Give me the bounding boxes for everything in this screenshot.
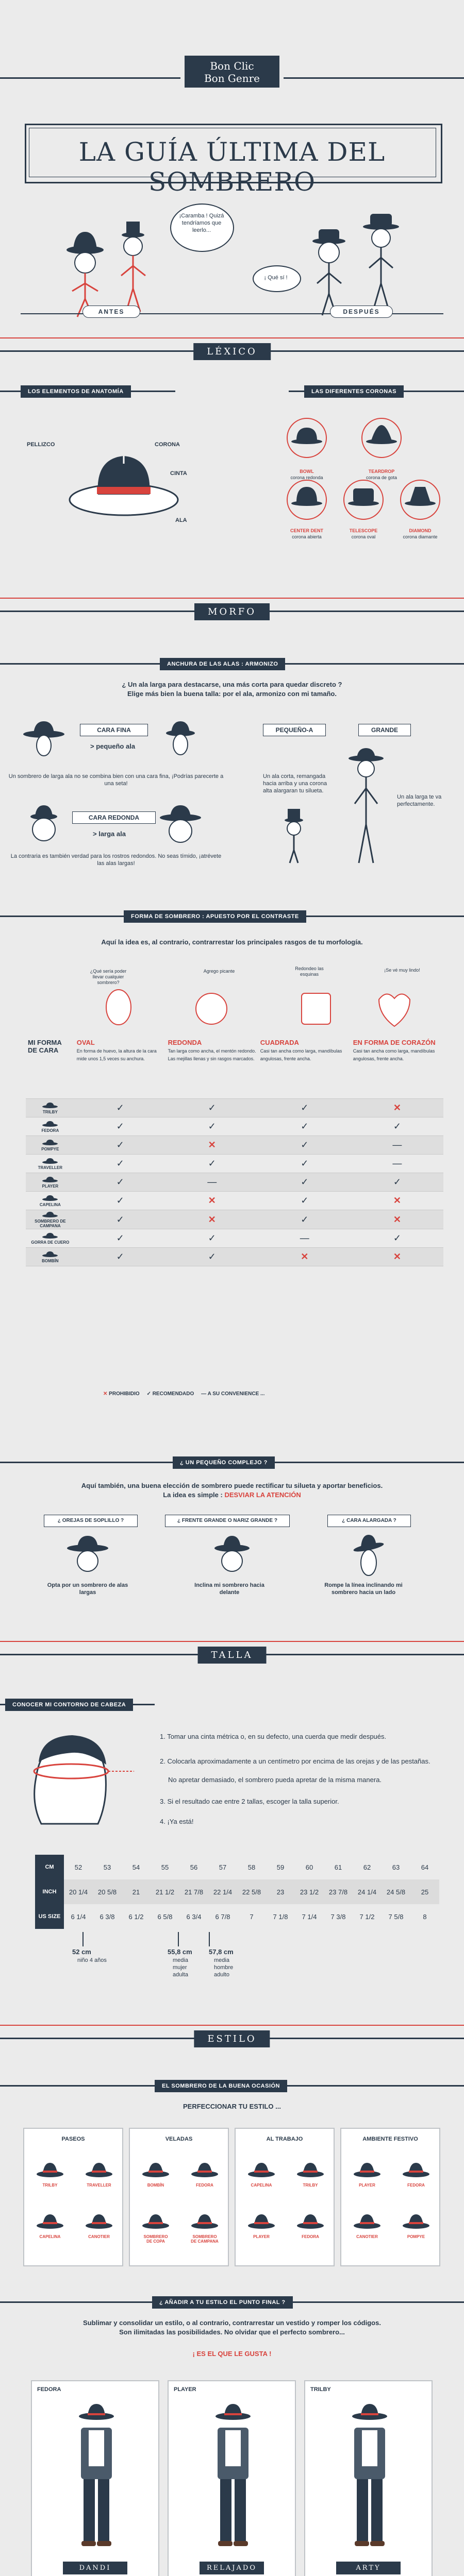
occasion-title: AMBIENTE FESTIVO — [362, 2136, 418, 2142]
occasion-card — [129, 2128, 229, 2266]
look-style-label: ARTY — [336, 2562, 401, 2574]
look-style-label: RELAJADO — [200, 2562, 264, 2574]
part-pellizco: PELLIZCO — [27, 442, 55, 448]
mark-ok: ✓ — [208, 1233, 216, 1243]
mark-mid: — — [392, 1140, 402, 1150]
crown-centerdent-name: CENTER DENT — [290, 528, 323, 533]
complejo-q-orejas: ¿ OREJAS DE SOPLILLO ? — [44, 1515, 138, 1527]
size-cell: 61 — [334, 1863, 342, 1871]
forma-intro: Aquí la idea es, al contrario, contrarrestar los principales rasgos de tu morfología. — [101, 938, 363, 946]
face-speech-oval: ¿Qué sería poder llevar cualquier sombrero? — [90, 969, 127, 985]
occasion-hat — [246, 2160, 277, 2188]
size-table — [35, 1855, 439, 1929]
banner-lexico-title: LÉXICO — [193, 343, 271, 360]
look-style-label: DANDI — [63, 2562, 127, 2574]
punto-text-1: Sublimar y consolidar un estilo, o al contrario, contrarrestar un vestido y romper los códigos. — [83, 2319, 381, 2327]
banner-morfo-title: MORFO — [194, 603, 270, 620]
head-measure-illustration — [10, 1726, 134, 1829]
occasion-card — [23, 2128, 123, 2266]
table-row — [26, 1192, 443, 1210]
table-row — [26, 1248, 443, 1266]
size-note-child: 52 cm — [72, 1948, 91, 1956]
after-characters — [299, 201, 418, 319]
size-cell: 22 5/8 — [237, 1879, 266, 1904]
grande-text: Un ala larga te va perfectamente. — [397, 794, 442, 807]
complejo-a-frente: Inclina mi sombrero hacia delante — [194, 1582, 264, 1596]
size-row — [35, 1855, 439, 1879]
banner-estilo-title: ESTILO — [194, 2030, 270, 2047]
size-note-man-desc: media hombre adulto — [214, 1957, 234, 1978]
occasion-hat-label: CANOTIER — [356, 2234, 378, 2239]
row-hat-name: PLAYER — [42, 1184, 59, 1189]
mark-ok: ✓ — [116, 1158, 124, 1168]
crown-centerdent-desc: corona abierta — [292, 534, 322, 539]
col-corazon-name: EN FORMA DE CORAZÓN — [353, 1039, 436, 1046]
row-hat-name: GORRA DE CUERO — [31, 1240, 70, 1245]
col-oval-name: OVAL — [76, 1039, 95, 1046]
row-hat-name: BOMBÍN — [42, 1259, 59, 1263]
mark-ok: ✓ — [393, 1121, 401, 1131]
crown-bowl-desc: corona redonda — [290, 475, 323, 480]
banner-morfo — [0, 600, 464, 623]
size-cell: 60 — [305, 1863, 313, 1871]
mark-mid: — — [392, 1158, 402, 1168]
col-redonda-desc: Tan larga como ancha, el mentón redondo. Las mejillas llenas y sin rasgos marcados. — [168, 1048, 256, 1061]
occasion-hat-label: SOMBRERO DE CAMPANA — [191, 2234, 219, 2244]
row-hat-name: POMPYE — [41, 1147, 59, 1151]
size-row-label: US SIZE — [35, 1904, 64, 1929]
table-row — [26, 1210, 443, 1229]
complejo-q-frente: ¿ FRENTE GRANDE O NARIZ GRANDE ? — [165, 1515, 290, 1527]
mark-ok: ✓ — [116, 1251, 124, 1262]
pequeno-text: Un ala corta, remangada hacia arriba y una corona alta alargaran tu silueta. — [263, 773, 327, 794]
tab-coronas: LAS DIFERENTES CORONAS — [304, 385, 404, 398]
tab-forma: FORMA DE SOMBRERO : APUESTO POR EL CONTRASTE — [124, 910, 306, 923]
tab-anatomia: LOS ELEMENTOS DE ANATOMÍA — [21, 385, 131, 398]
crown-teardrop-desc: corona de gota — [366, 475, 397, 480]
occasion-hat — [246, 2211, 277, 2239]
size-note-woman: 55,8 cm — [168, 1948, 192, 1956]
size-cell: 6 5/8 — [157, 1912, 173, 1921]
legend-prohibido: PROHIBIDIO — [109, 1391, 140, 1397]
mark-ok: ✓ — [301, 1103, 309, 1113]
occasion-hat — [140, 2211, 171, 2244]
logo — [185, 56, 279, 88]
row-hat-name: SOMBRERO DE CAMPANA — [35, 1219, 66, 1228]
mark-ok: ✓ — [301, 1158, 309, 1168]
part-cinta: CINTA — [170, 470, 187, 477]
mark-no: ✕ — [208, 1195, 216, 1206]
size-cell: 24 1/4 — [353, 1879, 382, 1904]
banner-talla-title: TALLA — [198, 1647, 267, 1664]
occasion-card — [340, 2128, 440, 2266]
mark-ok: ✓ — [301, 1121, 309, 1131]
size-cell: 6 1/4 — [71, 1912, 86, 1921]
size-cell: 21 1/2 — [151, 1879, 179, 1904]
mark-no: ✕ — [393, 1103, 401, 1113]
size-cell: 23 1/2 — [295, 1879, 324, 1904]
occasion-hat — [352, 2160, 383, 2188]
crown-telescope-name: TELESCOPE — [349, 528, 378, 533]
col-redonda-name: REDONDA — [168, 1039, 202, 1046]
size-cell: 7 1/2 — [359, 1912, 375, 1921]
tab-complejo: ¿ UN PEQUEÑO COMPLEJO ? — [173, 1456, 275, 1469]
mark-no: ✕ — [208, 1214, 216, 1225]
occasion-hat — [84, 2211, 114, 2239]
look-outfit-illustration — [68, 2402, 125, 2554]
size-cell: 62 — [363, 1863, 371, 1871]
legend: ✕ PROHIBIDIO ✓ RECOMENDADO — A SU CONVENIENCE ... — [103, 1391, 265, 1397]
occasion-hat-label: TRILBY — [42, 2183, 58, 2188]
occasion-hat-label: CAPELINA — [251, 2183, 272, 2188]
pequeno-label: PEQUEÑO-A — [263, 724, 326, 736]
size-cell: 7 — [250, 1912, 254, 1921]
row-hat-name: FEDORA — [41, 1128, 59, 1133]
occasion-hat-label: TRILBY — [303, 2183, 318, 2188]
size-cell: 6 7/8 — [215, 1912, 230, 1921]
col-corazon-desc: Casi tan ancha como larga, mandíbulas angulosas, frente ancha. — [353, 1048, 435, 1061]
cara-fina-text: Un sombrero de larga ala no se combina bien con una cara fina, ¡Podrías parecerte a una seta! — [8, 773, 224, 787]
size-cell: 58 — [247, 1863, 256, 1871]
mark-ok: ✓ — [208, 1251, 216, 1262]
talla-step-2b: No apretar demasiado, el sombrero pueda apretar de la misma manera. — [168, 1776, 382, 1784]
complejo-intro: Aquí también, una buena elección de sombrero puede rectificar tu silueta y aportar beneficios. — [81, 1482, 383, 1489]
occasion-title: PASEOS — [61, 2136, 85, 2142]
occasion-hat — [84, 2160, 114, 2188]
label-after: DESPUÉS — [330, 306, 393, 318]
complejo-a-orejas: Opta por un sombrero de alas largas — [47, 1582, 128, 1596]
size-cell: 20 1/4 — [64, 1879, 93, 1904]
cara-redonda-label: CARA REDONDA — [72, 811, 156, 824]
row-hat-name: CAPELINA — [39, 1202, 61, 1207]
occasion-hat-label: POMPYE — [407, 2234, 425, 2239]
cara-redonda-rule: > larga ala — [93, 830, 126, 838]
size-cell: 64 — [421, 1863, 429, 1871]
legend-recomendado: RECOMENDADO — [152, 1391, 194, 1397]
mark-ok: ✓ — [116, 1214, 124, 1225]
size-cell: 20 5/8 — [93, 1879, 122, 1904]
crown-diamond-name: DIAMOND — [409, 528, 432, 533]
size-cell: 57 — [219, 1863, 227, 1871]
size-cell: 6 3/8 — [100, 1912, 115, 1921]
occasion-hat — [140, 2160, 171, 2188]
look-outfit-illustration — [205, 2402, 261, 2554]
occasion-hat — [352, 2211, 383, 2239]
mark-ok: ✓ — [116, 1121, 124, 1131]
occasion-hat — [401, 2211, 432, 2239]
mark-mid: — — [207, 1177, 217, 1187]
size-cell: 59 — [276, 1863, 285, 1871]
mark-ok: ✓ — [116, 1103, 124, 1113]
mark-no: ✕ — [393, 1195, 401, 1206]
label-before: ANTES — [82, 306, 140, 318]
logo-line1: Bon Clic — [210, 60, 254, 72]
talla-step-1: 1. Tomar una cinta métrica o, en su defecto, una cuerda que medir después. — [160, 1733, 387, 1740]
grande-label: GRANDE — [358, 724, 411, 736]
mark-no: ✕ — [208, 1140, 216, 1150]
look-card — [168, 2380, 296, 2576]
crown-diamond-desc: corona diamante — [403, 534, 438, 539]
speech-before: ¡Caramba ! Quizá tendríamos que leerlo... — [179, 213, 224, 233]
occasion-hat — [295, 2211, 326, 2239]
size-markers — [82, 1932, 392, 1953]
mark-ok: ✓ — [301, 1195, 309, 1206]
complejo-faces — [52, 1533, 412, 1579]
tab-punto-final: ¿ AÑADIR A TU ESTILO EL PUNTO FINAL ? — [152, 2296, 293, 2309]
size-cell: 21 7/8 — [179, 1879, 208, 1904]
cara-fina-label: CARA FINA — [80, 724, 148, 736]
legend-conveniencia: A SU CONVENIENCE ... — [207, 1391, 265, 1397]
size-cell: 7 1/8 — [273, 1912, 288, 1921]
occasion-hat — [35, 2160, 65, 2188]
look-outfit-illustration — [341, 2402, 398, 2554]
banner-estilo — [0, 2027, 464, 2050]
occasion-hat — [295, 2160, 326, 2188]
table-row — [26, 1136, 443, 1155]
banner-lexico — [0, 340, 464, 363]
occasion-card — [235, 2128, 335, 2266]
before-characters — [52, 201, 170, 319]
talla-step-3: 3. Si el resultado cae entre 2 tallas, escoger la talla superior. — [160, 1798, 339, 1805]
complejo-idea: DESVIAR LA ATENCIÓN — [224, 1491, 301, 1499]
row-hat-name: TRILBY — [42, 1110, 58, 1114]
size-cell: 6 3/4 — [186, 1912, 202, 1921]
occasion-hat-label: CAPELINA — [39, 2234, 61, 2239]
punto-text-2: Son ilimitadas las posibilidades. No olvidar que el perfecto sombrero... — [119, 2328, 345, 2336]
hat-face-table — [26, 1036, 443, 1266]
tab-contorno: CONOCER MI CONTORNO DE CABEZA — [5, 1699, 133, 1711]
table-corner: MI FORMA DE CARA — [26, 1036, 75, 1099]
mark-mid: — — [300, 1233, 309, 1243]
tab-ocasion: EL SOMBRERO DE LA BUENA OCASIÓN — [155, 2080, 287, 2092]
talla-step-2: 2. Colocarla aproximadamente a un centímetro por encima de las orejas y de las pestañas. — [160, 1757, 430, 1765]
logo-line2: Bon Genre — [204, 72, 260, 84]
look-hat: FEDORA — [37, 2386, 61, 2393]
size-row — [35, 1904, 439, 1929]
size-cell: 25 — [410, 1879, 439, 1904]
look-hat: PLAYER — [174, 2386, 196, 2393]
size-cell: 53 — [103, 1863, 111, 1871]
face-speech-corazon: ¡Se vé muy lindo! — [384, 968, 420, 973]
occasion-hat — [401, 2160, 432, 2188]
size-cell: 7 5/8 — [388, 1912, 404, 1921]
occasion-hat-label: CANOTIER — [88, 2234, 110, 2239]
size-cell: 7 1/4 — [302, 1912, 317, 1921]
size-cell: 54 — [132, 1863, 140, 1871]
mark-no: ✕ — [301, 1251, 309, 1262]
col-oval-desc: En forma de huevo, la altura de la cara mide unos 1,5 veces su anchura. — [76, 1048, 157, 1061]
banner-talla — [0, 1643, 464, 1666]
occasion-hat-label: FEDORA — [196, 2183, 213, 2188]
table-row — [26, 1099, 443, 1117]
size-row — [35, 1879, 439, 1904]
size-cell: 55 — [161, 1863, 169, 1871]
speech-after: ¡ Qué sí ! — [264, 275, 288, 281]
occasion-hat-label: FEDORA — [407, 2183, 425, 2188]
face-shapes-illustration — [77, 969, 449, 1030]
crown-teardrop-name: TEARDROP — [368, 469, 395, 474]
col-cuadrada-name: CUADRADA — [260, 1039, 299, 1046]
size-cell: 21 — [122, 1879, 151, 1904]
talla-step-4: 4. ¡Ya está! — [160, 1818, 194, 1825]
size-note-child-desc: niño 4 años — [77, 1957, 107, 1963]
look-hat: TRILBY — [310, 2386, 331, 2393]
occasion-hat — [35, 2211, 65, 2239]
estilo-subtitle: PERFECCIONAR TU ESTILO ... — [183, 2103, 281, 2110]
punto-red: ¡ ES EL QUE LE GUSTA ! — [192, 2350, 272, 2358]
crown-bowl-name: BOWL — [300, 469, 314, 474]
mark-ok: ✓ — [116, 1195, 124, 1206]
occasion-hat-label: SOMBRERO DE COPA — [143, 2234, 168, 2244]
complejo-idea-prefix: La idea es simple : — [163, 1491, 225, 1499]
part-corona: CORONA — [155, 442, 180, 448]
mark-ok: ✓ — [208, 1158, 216, 1168]
table-row — [26, 1173, 443, 1192]
mark-ok: ✓ — [301, 1177, 309, 1187]
size-row-label: CM — [35, 1855, 64, 1879]
mark-ok: ✓ — [393, 1177, 401, 1187]
size-cell: 56 — [190, 1863, 198, 1871]
mark-ok: ✓ — [116, 1177, 124, 1187]
mark-ok: ✓ — [208, 1121, 216, 1131]
mark-no: ✕ — [393, 1251, 401, 1262]
size-cell: 24 5/8 — [382, 1879, 410, 1904]
alas-answer: Elige más bien la buena talla: por el ala, armonizo con mi tamaño. — [127, 690, 337, 698]
mark-ok: ✓ — [208, 1103, 216, 1113]
size-row-label: INCH — [35, 1879, 64, 1904]
table-row — [26, 1229, 443, 1248]
occasion-hat — [189, 2211, 220, 2244]
occasion-hat-label: FEDORA — [302, 2234, 319, 2239]
tab-alas: ANCHURA DE LAS ALAS : ARMONIZO — [160, 658, 285, 670]
size-note-woman-desc: media mujer adulta — [173, 1957, 188, 1978]
page-title: LA GUÍA ÚLTIMA DEL SOMBRERO — [78, 137, 386, 197]
size-cell: 52 — [74, 1863, 82, 1871]
look-card — [31, 2380, 159, 2576]
mark-ok: ✓ — [116, 1140, 124, 1150]
occasion-hat-label: TRAVELLER — [87, 2183, 111, 2188]
size-cell: 23 — [266, 1879, 295, 1904]
cara-redonda-text: La contraria es también verdad para los rostros redondos. No seas tímido, ¡atrévete las alas largas! — [10, 853, 222, 867]
occasion-hat-label: PLAYER — [359, 2183, 375, 2188]
table-row — [26, 1117, 443, 1136]
occasion-hat-label: BOMBÍN — [147, 2183, 164, 2188]
size-cell: 63 — [392, 1863, 400, 1871]
face-speech-redonda: Agrego picante — [203, 969, 235, 974]
size-cell: 6 1/2 — [128, 1912, 144, 1921]
col-cuadrada-desc: Casi tan ancha como larga, mandíbulas angulosas, frente ancha. — [260, 1048, 342, 1061]
mark-ok: ✓ — [301, 1140, 309, 1150]
mark-ok: ✓ — [393, 1233, 401, 1243]
cara-fina-rule: > pequeño ala — [90, 742, 136, 750]
occasion-title: AL TRABAJO — [266, 2136, 303, 2142]
row-hat-name: TRAVELLER — [38, 1165, 63, 1170]
size-cell: 22 1/4 — [208, 1879, 237, 1904]
complejo-q-cara: ¿ CARA ALARGADA ? — [327, 1515, 411, 1527]
occasion-hat — [189, 2160, 220, 2188]
size-cell: 7 3/8 — [330, 1912, 346, 1921]
size-cell: 23 7/8 — [324, 1879, 353, 1904]
face-speech-cuadrada: Redondeo las esquinas — [295, 966, 324, 977]
table-row — [26, 1155, 443, 1173]
complejo-a-cara: Rompe la línea inclinando mi sombrero hacia un lado — [324, 1582, 403, 1596]
part-ala: ALA — [175, 517, 187, 523]
crown-telescope-desc: corona oval — [351, 534, 376, 539]
mark-ok: ✓ — [116, 1233, 124, 1243]
size-note-man: 57,8 cm — [209, 1948, 234, 1956]
mark-ok: ✓ — [301, 1214, 309, 1225]
occasion-title: VELADAS — [165, 2136, 193, 2142]
occasion-hat-label: PLAYER — [253, 2234, 270, 2239]
size-cell: 8 — [423, 1912, 427, 1921]
look-card — [304, 2380, 433, 2576]
mark-no: ✕ — [393, 1214, 401, 1225]
alas-question: ¿ Un ala larga para destacarse, una más corta para quedar discreto ? — [122, 681, 342, 688]
